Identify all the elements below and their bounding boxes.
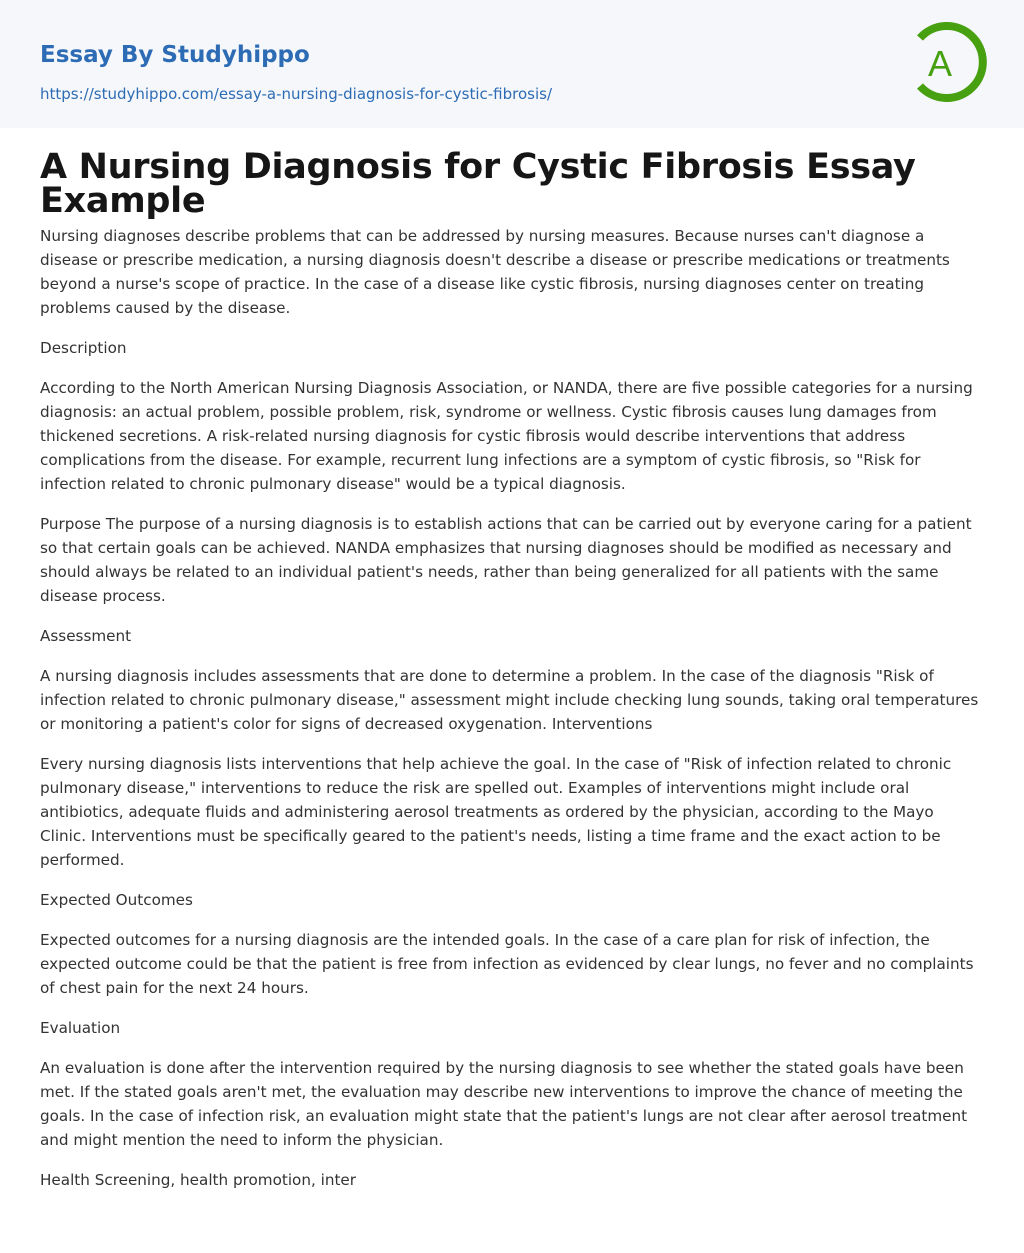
site-header (0, 0, 1024, 128)
section-heading: Expected Outcomes (40, 891, 193, 909)
section-heading: Assessment (40, 627, 132, 645)
page-url-link[interactable]: https://studyhippo.com/essay-a-nursing-diagnosis-for-cystic-fibrosis/ (40, 85, 552, 103)
svg-text:A: A (927, 43, 953, 84)
section-heading: Evaluation (40, 1019, 121, 1037)
paragraph: Every nursing diagnosis lists interventions that help achieve the goal. In the case of "Risk of infection related to chronic pulmonary disease," interventions to reduce the risk are spelled out. Examples of interventions might include oral antibiotics, adequate fluids and administering aerosol treatments as ordered by the physician, according to the Mayo Clinic. Interventions must be specifically geared to the patient's needs, listing a time frame and the exact action to be performed. (40, 755, 952, 869)
brand-title[interactable]: Essay By Studyhippo (40, 42, 310, 68)
article-title: A Nursing Diagnosis for Cystic Fibrosis Essay Example (40, 147, 916, 221)
article (0, 128, 1024, 1248)
paragraph: A nursing diagnosis includes assessments that are done to determine a problem. In the case of the diagnosis "Risk of infection related to chronic pulmonary disease," assessment might include checking lung sounds, taking oral temperatures or monitoring a patient's color for signs of decreased oxygenation. Interventions (40, 667, 979, 733)
paragraph: Expected outcomes for a nursing diagnosis are the intended goals. In the case of a care plan for risk of infection, the expected outcome could be that the patient is free from infection as evidenced by clear lungs, no fever and no complaints of chest pain for the next 24 hours. (40, 931, 974, 997)
paragraph: Purpose The purpose of a nursing diagnosis is to establish actions that can be carried out by everyone caring for a patient so that certain goals can be achieved. NANDA emphasizes that nursing diagnoses should be modified as necessary and should always be related to an individual patient's needs, rather than being generalized for all patients with the same disease process. (40, 515, 972, 605)
paragraph: According to the North American Nursing Diagnosis Association, or NANDA, there are five possible categories for a nursing diagnosis: an actual problem, possible problem, risk, syndrome or wellness. Cystic fibrosis causes lung damages from thickened secretions. A risk-related nursing diagnosis for cystic fibrosis would describe interventions that address complications from the disease. For example, recurrent lung infections are a symptom of cystic fibrosis, so "Risk for infection related to chronic pulmonary disease" would be a typical diagnosis. (40, 379, 973, 493)
paragraph: An evaluation is done after the intervention required by the nursing diagnosis to see whether the stated goals have been met. If the stated goals aren't met, the evaluation may describe new interventions to improve the chance of meeting the goals. In the case of infection risk, an evaluation might state that the patient's lungs are not clear after aerosol treatment and might mention the need to inform the physician. (40, 1059, 968, 1149)
article-body (40, 224, 984, 1192)
studyhippo-logo-icon[interactable] (910, 18, 988, 106)
paragraph: Health Screening, health promotion, inter (40, 1171, 357, 1189)
paragraph: Nursing diagnoses describe problems that can be addressed by nursing measures. Because nurses can't diagnose a disease or prescribe medication, a nursing diagnosis doesn't describe a disease or prescribe medications or treatments beyond a nurse's scope of practice. In the case of a disease like cystic fibrosis, nursing diagnoses center on treating problems caused by the disease. (40, 227, 950, 317)
section-heading: Description (40, 339, 127, 357)
